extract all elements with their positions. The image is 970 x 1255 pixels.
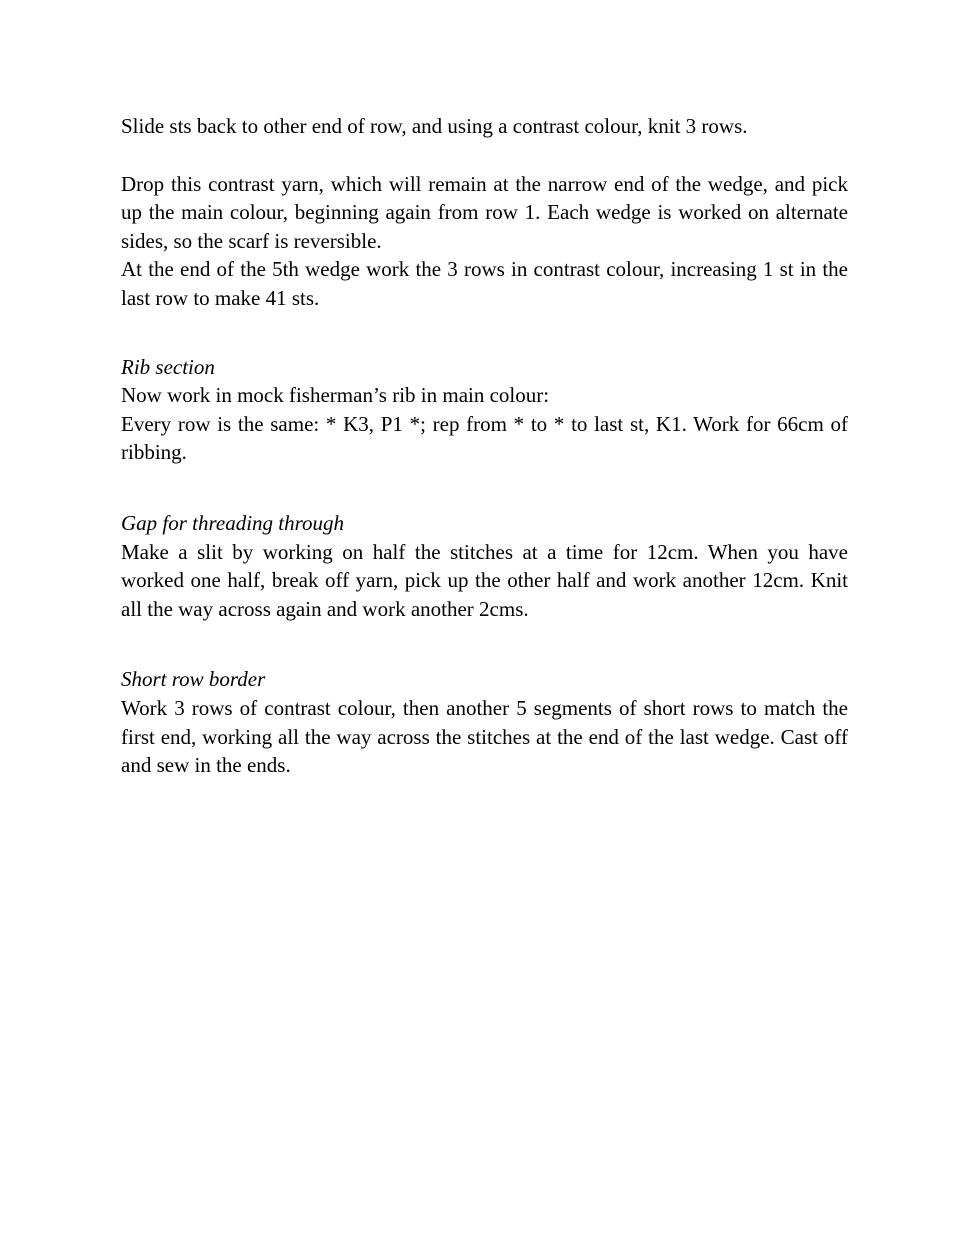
rib-section — [121, 353, 848, 467]
document-page — [121, 112, 848, 780]
spacer — [121, 313, 848, 353]
rib-section-paragraph-1: Now work in mock fisherman’s rib in main colour: — [121, 383, 550, 408]
gap-section — [121, 509, 848, 623]
gap-section-heading: Gap for threading through — [121, 510, 345, 535]
gap-section-paragraph: Make a slit by working on half the stitches at a time for 12cm. When you have worked one half, break off yarn, pick up the other half and work another 12cm. Knit all the way across again and work another 2cms. — [121, 539, 848, 621]
spacer — [121, 467, 848, 509]
border-section-paragraph: Work 3 rows of contrast colour, then another 5 segments of short rows to match the first end, working all the way across the stitches at the end of the last wedge. Cast off and sew in the ends. — [121, 695, 848, 778]
spacer — [121, 623, 848, 665]
rib-section-heading: Rib section — [121, 354, 215, 379]
rib-section-paragraph-2: Every row is the same: * K3, P1 *; rep from * to * to last st, K1. Work for 66cm of ribbing. — [121, 411, 848, 465]
border-section-heading: Short row border — [121, 667, 266, 692]
border-section — [121, 665, 848, 779]
spacer — [121, 141, 848, 170]
intro-paragraph-2: Drop this contrast yarn, which will remain at the narrow end of the wedge, and pick up the main colour, beginning again from row 1. Each wedge is worked on alternate sides, so the scarf is reversible. — [121, 171, 848, 253]
intro-paragraph-3: At the end of the 5th wedge work the 3 rows in contrast colour, increasing 1 st in the last row to make 41 sts. — [121, 257, 848, 310]
intro-paragraph-1: Slide sts back to other end of row, and using a contrast colour, knit 3 rows. — [121, 114, 748, 138]
